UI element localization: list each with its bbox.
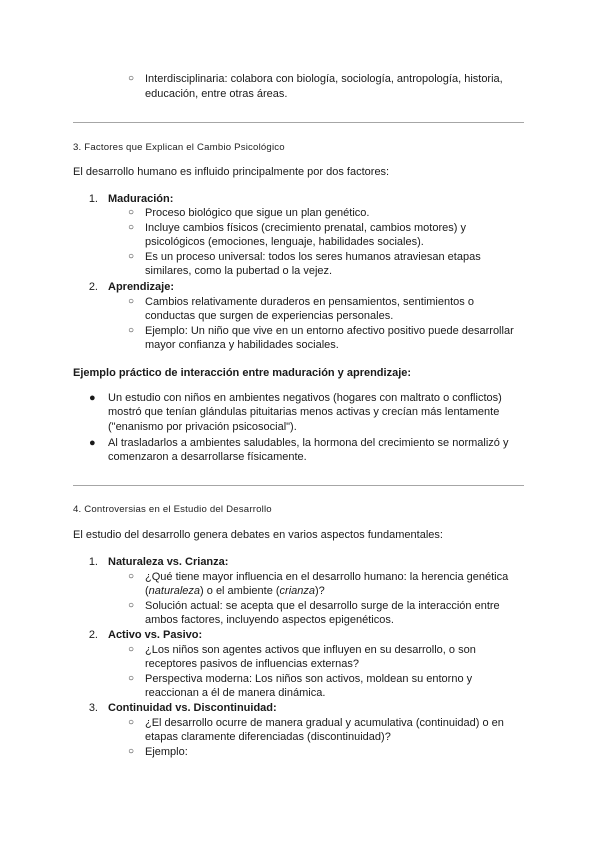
- list-item-label: Naturaleza vs. Crianza:: [108, 556, 229, 568]
- sub-item-line: Ejemplo: Un niño que vive en un entorno afectivo positivo puede desarrollar: [145, 325, 514, 337]
- sub-bullet-icon: ○: [128, 207, 135, 218]
- sub-item-line: Incluye cambios físicos (crecimiento prenatal, cambios motores) y: [145, 222, 466, 234]
- sub-bullet-icon: ○: [128, 600, 135, 611]
- list-item-label: Aprendizaje:: [108, 281, 175, 293]
- sub-item-line: reaccionan a él de manera dinámica.: [145, 687, 326, 699]
- list-item-label: Activo vs. Pasivo:: [108, 629, 203, 641]
- list-item-label: Maduración:: [108, 193, 174, 205]
- sub-item-line: Perspectiva moderna: Los niños son activos, moldean su entorno y: [145, 673, 473, 685]
- sub-bullet-icon: ○: [128, 644, 135, 655]
- text-fragment: ) o el ambiente (: [200, 585, 280, 597]
- text-fragment: )?: [315, 585, 325, 597]
- sub-bullet-icon: ○: [128, 717, 135, 728]
- sub-item-line: Cambios relativamente duraderos en pensamientos, sentimientos o: [145, 296, 474, 308]
- example-bullet-line: comenzaron a desarrollarse físicamente.: [108, 451, 307, 463]
- bullet-icon: ●: [89, 437, 96, 449]
- italic-term: crianza: [279, 585, 315, 597]
- italic-term: naturaleza: [148, 585, 201, 597]
- sub-item-line: ¿El desarrollo ocurre de manera gradual y acumulativa (continuidad) o en: [145, 717, 504, 729]
- sub-item-line: ¿Qué tiene mayor influencia en el desarrollo humano: la herencia genética: [145, 571, 509, 583]
- section-3-heading: 3. Factores que Explican el Cambio Psicológico: [73, 142, 285, 153]
- sub-item-line: [145, 584, 325, 599]
- example-bullet-line: ("enanismo por privación psicosocial").: [108, 421, 297, 433]
- list-number: 2.: [88, 281, 98, 293]
- list-number: 1.: [88, 193, 98, 205]
- list-item-label: Continuidad vs. Discontinuidad:: [108, 702, 277, 714]
- section-4-intro: El estudio del desarrollo genera debates en varios aspectos fundamentales:: [73, 529, 443, 541]
- sub-bullet-icon: ○: [128, 222, 135, 233]
- sub-item-line: Es un proceso universal: todos los seres humanos atraviesan etapas: [145, 251, 481, 263]
- sub-item-line: conductas que surgen de experiencias personales.: [145, 310, 394, 322]
- sub-item-line: similares, como la pubertad o la vejez.: [145, 265, 333, 277]
- sub-item-line: mayor confianza y habilidades sociales.: [145, 339, 339, 351]
- sub-bullet-icon: ○: [128, 296, 135, 307]
- list-number: 1.: [88, 556, 98, 568]
- sub-item-line: ¿Los niños son agentes activos que influyen en su desarrollo, o son: [145, 644, 476, 656]
- sub-item-line: Solución actual: se acepta que el desarrollo surge de la interacción entre: [145, 600, 500, 612]
- top-bullet-line: educación, entre otras áreas.: [145, 88, 288, 100]
- section-divider: [73, 485, 524, 486]
- sub-item-line: receptores pasivos de influencias externas?: [145, 658, 360, 670]
- section-3-intro: El desarrollo humano es influido principalmente por dos factores:: [73, 166, 390, 178]
- sub-bullet-icon: ○: [128, 571, 135, 582]
- sub-bullet-icon: ○: [128, 325, 135, 336]
- list-number: 2.: [88, 629, 98, 641]
- bullet-icon: ●: [89, 392, 96, 404]
- sub-bullet-icon: ○: [128, 673, 135, 684]
- sub-item-line: ambos factores, incluyendo aspectos epigenéticos.: [145, 614, 394, 626]
- section-divider: [73, 122, 524, 123]
- top-bullet-line: Interdisciplinaria: colabora con biología, sociología, antropología, historia,: [145, 73, 503, 85]
- example-heading: Ejemplo práctico de interacción entre maduración y aprendizaje:: [73, 367, 412, 379]
- sub-bullet-icon: ○: [128, 73, 135, 84]
- section-4-heading: 4. Controversias en el Estudio del Desarrollo: [73, 504, 272, 515]
- sub-item-line: psicológicos (emociones, lenguaje, habilidades sociales).: [145, 236, 424, 248]
- sub-item-line: Ejemplo:: [145, 746, 188, 758]
- list-number: 3.: [88, 702, 98, 714]
- example-bullet-line: Al trasladarlos a ambientes saludables, la hormona del crecimiento se normalizó y: [108, 437, 509, 449]
- sub-bullet-icon: ○: [128, 251, 135, 262]
- text-fragment: (: [145, 585, 149, 597]
- example-bullet-line: Un estudio con niños en ambientes negativos (hogares con maltrato o conflictos): [108, 392, 502, 404]
- sub-item-line: etapas claramente diferenciadas (discontinuidad)?: [145, 731, 391, 743]
- sub-bullet-icon: ○: [128, 746, 135, 757]
- sub-item-line: Proceso biológico que sigue un plan genético.: [145, 207, 370, 219]
- example-bullet-line: mostró que tenían glándulas pituitarias menos activas y crecían más lentamente: [108, 406, 500, 418]
